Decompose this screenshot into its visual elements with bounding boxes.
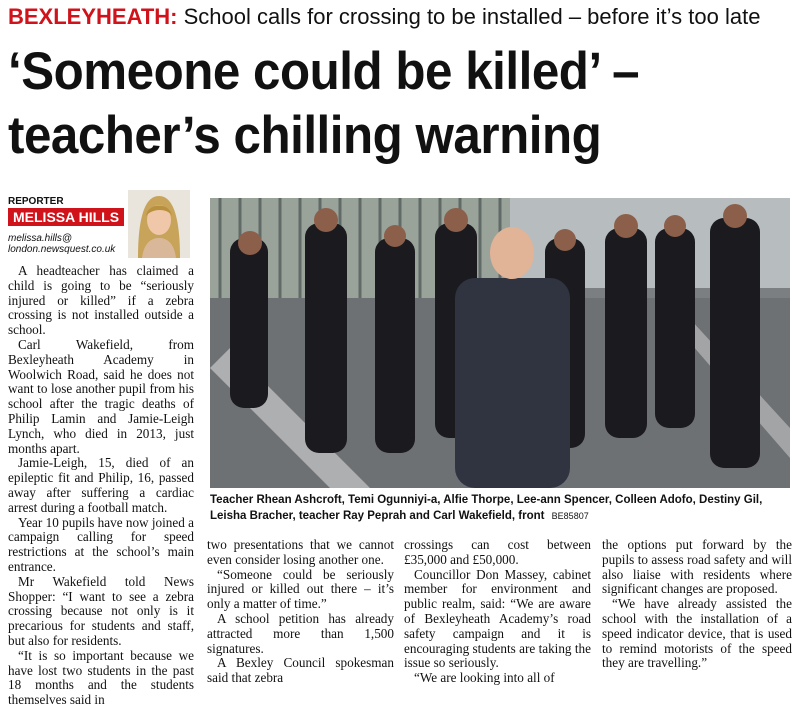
headline	[8, 40, 743, 168]
paragraph: Councillor Don Massey, cabinet member for environment and public realm, said: “We are aware of Bexleyheath Academy’s road safety campaign and it is encouraging students are taking the issue so seriously.	[404, 566, 591, 671]
paragraph: A school petition has already attracted more than 1,500 signatures.	[207, 610, 394, 656]
article-column-3	[404, 538, 591, 696]
paragraph: crossings can cost between £35,000 and £50,000.	[404, 537, 591, 567]
group-photo-image	[210, 198, 790, 488]
caption-text: Teacher Rhean Ashcroft, Temi Ogunniyi-a, Alfie Thorpe, Lee-ann Spencer, Colleen Adofo, Destiny Gil, Leisha Bracher, teacher Ray Peprah and Carl Wakefield, front	[210, 494, 763, 522]
paragraph: “We have already assisted the school with the installation of a speed indicator device, that is used to remind motorists of the speed they are travelling.”	[602, 596, 792, 671]
paragraph: “We are looking into all of	[414, 670, 555, 686]
byline-name: MELISSA HILLS	[8, 208, 124, 226]
article-column-2	[207, 538, 394, 696]
headline-line-2: teacher’s chilling warning	[8, 106, 602, 165]
reporter-avatar	[128, 190, 190, 258]
teaser-text: School calls for crossing to be installed – before it’s too late	[183, 4, 761, 29]
article-column-1	[8, 263, 194, 708]
paragraph: Jamie-Leigh, 15, died of an epileptic fit and Philip, 16, passed away after suffering a cardiac arrest during a football match.	[8, 455, 194, 515]
article-column-4	[602, 538, 792, 696]
paragraph: A Bexley Council spokesman said that zebra	[207, 655, 394, 686]
photo-ref: BE85807	[551, 511, 589, 521]
headline-line-1: ‘Someone could be killed’ –	[8, 42, 640, 101]
byline-email-line-2: london.newsquest.co.uk	[8, 244, 116, 255]
section-label: BEXLEYHEATH:	[8, 4, 178, 29]
byline-role: REPORTER	[8, 196, 64, 207]
paragraph: two presentations that we cannot even consider losing another one.	[207, 537, 394, 567]
paragraph: A headteacher has claimed a child is going to be “seriously injured or killed” if a zebra crossing is not installed outside a school.	[8, 263, 194, 338]
paragraph: “Someone could be seriously injured or killed out there – it’s only a matter of time.”	[207, 566, 394, 612]
photo-caption	[210, 492, 795, 524]
paragraph: “It is so important because we have lost two students in the past 18 months and the students themselves said in	[8, 647, 194, 708]
paragraph: Mr Wakefield told News Shopper: “I want to see a zebra crossing because not only is it precarious for students and staff, but also for residents.	[8, 573, 194, 648]
paragraph: Carl Wakefield, from Bexleyheath Academy in Woolwich Road, said he does not want to lose another pupil from his school after the tragic deaths of Philip Lamin and Jamie-Leigh Lynch, who died in 2013, just months apart.	[8, 336, 194, 456]
group-photo	[210, 198, 790, 488]
paragraph: Year 10 pupils have now joined a campaign calling for speed restrictions at the school’s main entrance.	[8, 514, 194, 574]
paragraph: the options put forward by the pupils to assess road safety and will also liaise with residents where significant changes are proposed.	[602, 537, 792, 597]
kicker-line	[8, 4, 798, 30]
byline-email-line-1: melissa.hills@	[8, 233, 73, 244]
